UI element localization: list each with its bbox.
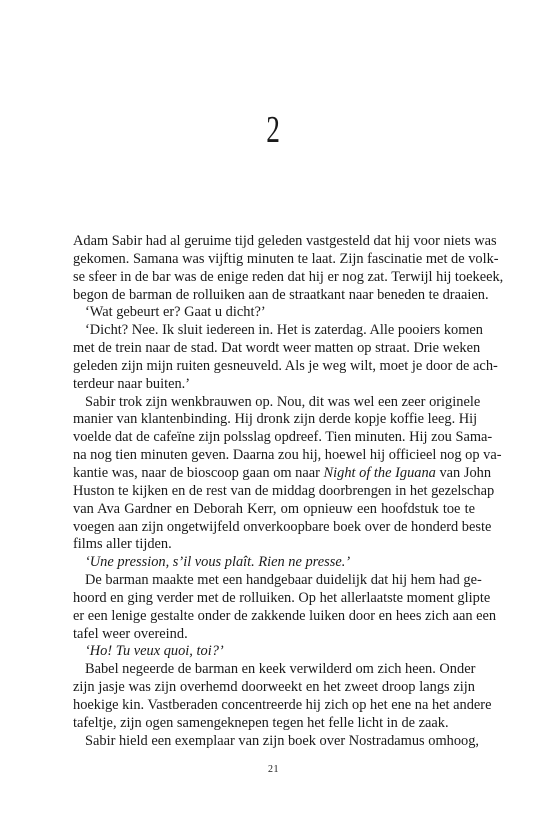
text-line	[73, 357, 498, 376]
text-line	[73, 464, 492, 483]
text-segment: manier van klantenbinding. Hij dronk zijn derde kopje koffie leeg. Hij	[73, 411, 478, 428]
text-segment: hoord en ging verder met de rolluiken. Op het allerlaatste moment glipte	[73, 589, 491, 606]
text-line	[73, 393, 481, 412]
text-line	[73, 589, 491, 608]
text-line	[73, 501, 475, 519]
body-text	[73, 233, 504, 750]
text-line	[73, 286, 489, 305]
text-line	[73, 411, 478, 429]
text-segment: voegen aan zijn ongetwijfeld onverkoopbare boek over de honderd beste	[73, 518, 492, 535]
italic-text: ‘Une pression, s’il vous plaît. Rien ne presse.’	[85, 554, 351, 571]
text-segment: tafeltje, zijn ogen samengeknepen tegen het felle licht in de zaak.	[73, 714, 449, 731]
text-segment: ‘Wat gebeurt er? Gaat u dicht?’	[85, 304, 266, 321]
text-segment: films aller tijden.	[73, 536, 172, 553]
text-segment: gekomen. Samana was vijftig minuten te laat. Zijn fascinatie met de volk-	[73, 250, 499, 267]
text-segment: Sabir trok zijn wenkbrauwen op. Nou, dit was wel een zeer originele	[85, 393, 481, 410]
text-line	[73, 376, 475, 394]
text-segment: er een lenige gestalte onder de zakkende luiken door en hees zich aan een	[73, 607, 497, 624]
text-line	[73, 715, 475, 733]
text-segment: tafel weer overeind.	[73, 625, 188, 642]
text-segment: Adam Sabir had al geruime tijd geleden vastgesteld dat hij voor niets was	[73, 233, 497, 249]
text-line	[73, 447, 502, 465]
text-line	[73, 643, 475, 661]
text-segment: ‘Dicht? Nee. Ik sluit iedereen in. Het is zaterdag. Alle pooiers komen	[85, 322, 484, 339]
text-line	[73, 696, 492, 715]
text-segment: De barman maakte met een handgebaar duidelijk dat hij hem had ge-	[85, 572, 482, 589]
text-segment: begon de barman de rolluiken aan de straatkant naar beneden te draaien.	[73, 286, 489, 303]
text-line	[73, 250, 499, 269]
italic-text: ‘Ho! Tu veux quoi, toi?’	[85, 643, 224, 660]
text-line	[73, 268, 504, 287]
text-line	[73, 626, 475, 644]
chapter-number: 2	[266, 109, 281, 151]
text-segment: se sfeer in de bar was de enige reden dat hij er nog zat. Terwijl hij toekeek,	[73, 268, 504, 285]
text-line	[73, 607, 497, 626]
text-segment: voelde dat de cafeïne zijn polsslag opdreef. Tien minuten. Hij zou Sama-	[73, 429, 493, 446]
text-line	[73, 429, 493, 447]
text-line	[73, 482, 495, 501]
text-line	[73, 732, 480, 751]
text-line	[73, 340, 481, 358]
text-line	[73, 536, 475, 554]
text-line	[73, 679, 475, 697]
text-segment: na nog tien minuten geven. Daarna zou hij, hoewel hij officieel nog op va-	[73, 447, 502, 464]
text-segment: zijn jasje was zijn overhemd doorweekt en het zweet droop langs zijn	[73, 679, 475, 696]
text-segment: Babel negeerde de barman en keek verwilderd om zich heen. Onder	[85, 661, 476, 678]
text-line	[73, 322, 484, 340]
italic-text: Night of the Iguana	[323, 464, 436, 481]
text-segment: Sabir hield een exemplaar van zijn boek over Nostradamus omhoog,	[85, 732, 480, 749]
text-line	[73, 233, 497, 251]
text-segment: hoekige kin. Vastberaden concentreerde hij zich op het ene na het andere	[73, 696, 492, 713]
text-line	[73, 554, 475, 572]
text-line	[73, 518, 492, 537]
text-line	[73, 304, 475, 322]
text-segment: kantie was, naar de bioscoop gaan om naar	[73, 464, 324, 481]
text-segment: van Ava Gardner en Deborah Kerr, om opnieuw een hoofdstuk toe te	[73, 500, 475, 517]
text-segment: met de trein naar de stad. Dat wordt weer matten op straat. Drie weken	[73, 340, 481, 357]
text-line	[73, 572, 482, 590]
text-line	[73, 661, 475, 679]
text-segment: geleden zijn mijn ruiten gesneuveld. Als je weg wilt, moet je door de ach-	[73, 357, 498, 374]
text-segment: terdeur naar buiten.’	[73, 375, 191, 392]
text-segment: van John	[435, 464, 492, 481]
page-number: 21	[268, 764, 279, 775]
text-segment: Huston te kijken en de rest van de middag doorbrengen in het gezelschap	[73, 482, 495, 499]
